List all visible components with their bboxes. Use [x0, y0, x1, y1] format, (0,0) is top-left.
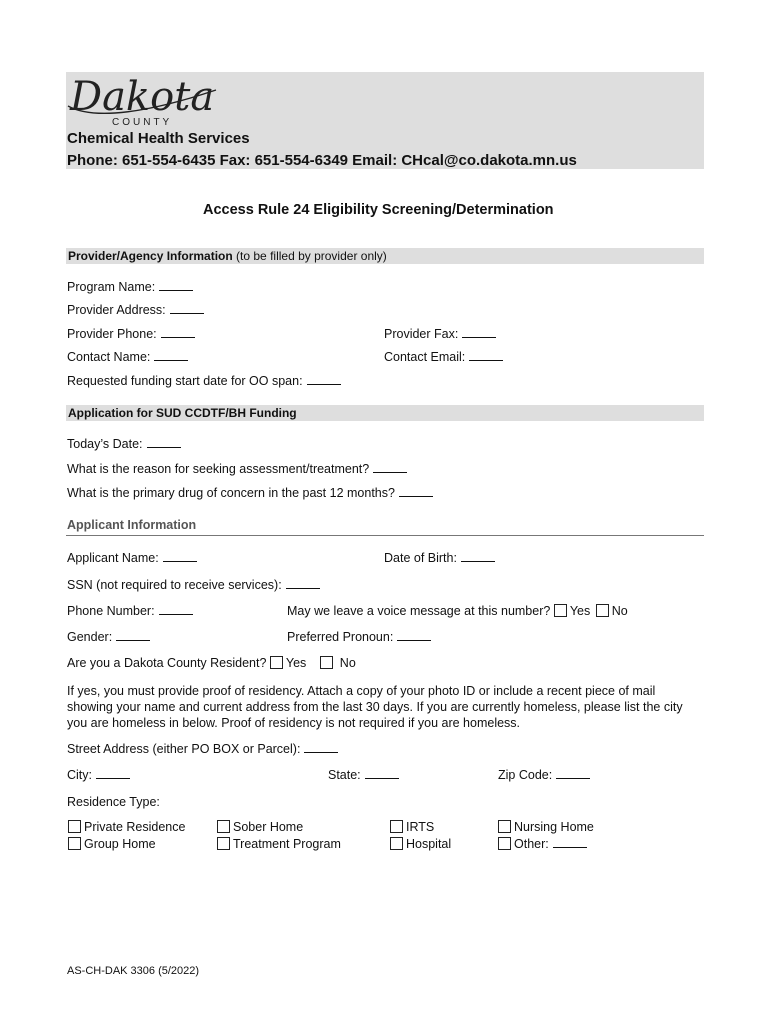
contact-name-field[interactable]: Contact Name:: [67, 350, 188, 364]
resident-yes-checkbox[interactable]: [270, 656, 283, 669]
gender-field[interactable]: Gender:: [67, 630, 150, 644]
voice-no-label: No: [611, 604, 628, 618]
provider-phone-field[interactable]: Provider Phone:: [67, 327, 195, 341]
state-field[interactable]: State:: [328, 768, 399, 782]
resident-yes-label: Yes: [285, 656, 307, 670]
residence-private-checkbox[interactable]: [68, 820, 81, 833]
resident-no-checkbox[interactable]: [320, 656, 333, 669]
logo-main-text: Dakota: [70, 74, 215, 120]
logo-sub-text: COUNTY: [112, 117, 173, 128]
residence-irts-checkbox[interactable]: [390, 820, 403, 833]
residence-nursing[interactable]: Nursing Home: [498, 820, 594, 834]
applicant-heading: Applicant Information: [67, 518, 197, 532]
provider-fax-field[interactable]: Provider Fax:: [384, 327, 496, 341]
voice-yes-label: Yes: [569, 604, 591, 618]
residence-hospital-checkbox[interactable]: [390, 837, 403, 850]
contact-line: Phone: 651-554-6435 Fax: 651-554-6349 Email: CHcal@co.dakota.mn.us: [67, 152, 577, 169]
application-heading: Application for SUD CCDTF/BH Funding: [68, 406, 297, 420]
residence-sober[interactable]: Sober Home: [217, 820, 303, 834]
residence-irts[interactable]: IRTS: [390, 820, 434, 834]
residence-private[interactable]: Private Residence: [68, 820, 185, 834]
street-address-field[interactable]: Street Address (either PO BOX or Parcel):: [67, 742, 338, 756]
provider-address-field[interactable]: Provider Address:: [67, 303, 204, 317]
dob-field[interactable]: Date of Birth:: [384, 551, 495, 565]
pronoun-field[interactable]: Preferred Pronoun:: [287, 630, 431, 644]
residence-treatment-checkbox[interactable]: [217, 837, 230, 850]
ssn-field[interactable]: SSN (not required to receive services):: [67, 578, 320, 592]
residence-other-checkbox[interactable]: [498, 837, 511, 850]
resident-question: Are you a Dakota County Resident? Yes No: [67, 656, 356, 670]
zip-field[interactable]: Zip Code:: [498, 768, 590, 782]
provider-section-bar: [66, 248, 704, 264]
resident-no-label: No: [339, 656, 356, 670]
residence-nursing-checkbox[interactable]: [498, 820, 511, 833]
funding-start-field[interactable]: Requested funding start date for OO span:: [67, 374, 341, 388]
voice-message-question: May we leave a voice message at this number? Yes No: [287, 604, 628, 618]
residency-note: If yes, you must provide proof of residency. Attach a copy of your photo ID or include a recent piece of mail showing your name and current address from the last 30 days. If you are currently homeless, please list the city you are homeless in below. Proof of residency is not required if you are homeless.: [67, 684, 683, 730]
form-footer: AS-CH-DAK 3306 (5/2022): [67, 965, 200, 977]
todays-date-field[interactable]: Today’s Date:: [67, 437, 181, 451]
org-name: Chemical Health Services: [67, 130, 250, 147]
residence-sober-checkbox[interactable]: [217, 820, 230, 833]
residence-group[interactable]: Group Home: [68, 837, 156, 851]
applicant-name-field[interactable]: Applicant Name:: [67, 551, 197, 565]
provider-note: (to be filled by provider only): [236, 249, 387, 263]
applicant-divider: [66, 535, 704, 536]
program-name-field[interactable]: Program Name:: [67, 280, 193, 294]
voice-yes-checkbox[interactable]: [554, 604, 567, 617]
dakota-county-logo: [66, 70, 226, 128]
residence-group-checkbox[interactable]: [68, 837, 81, 850]
application-section-bar: [66, 405, 704, 421]
city-field[interactable]: City:: [67, 768, 130, 782]
residence-treatment[interactable]: Treatment Program: [217, 837, 341, 851]
page-title: Access Rule 24 Eligibility Screening/Determination: [203, 202, 554, 218]
contact-email-field[interactable]: Contact Email:: [384, 350, 503, 364]
phone-field[interactable]: Phone Number:: [67, 604, 193, 618]
residence-hospital[interactable]: Hospital: [390, 837, 451, 851]
reason-field[interactable]: What is the reason for seeking assessment/treatment?: [67, 462, 407, 476]
voice-no-checkbox[interactable]: [596, 604, 609, 617]
residence-other[interactable]: Other:: [498, 837, 587, 851]
primary-drug-field[interactable]: What is the primary drug of concern in the past 12 months?: [67, 486, 433, 500]
residence-type-label: Residence Type:: [67, 795, 160, 809]
provider-heading: Provider/Agency Information: [68, 249, 233, 263]
